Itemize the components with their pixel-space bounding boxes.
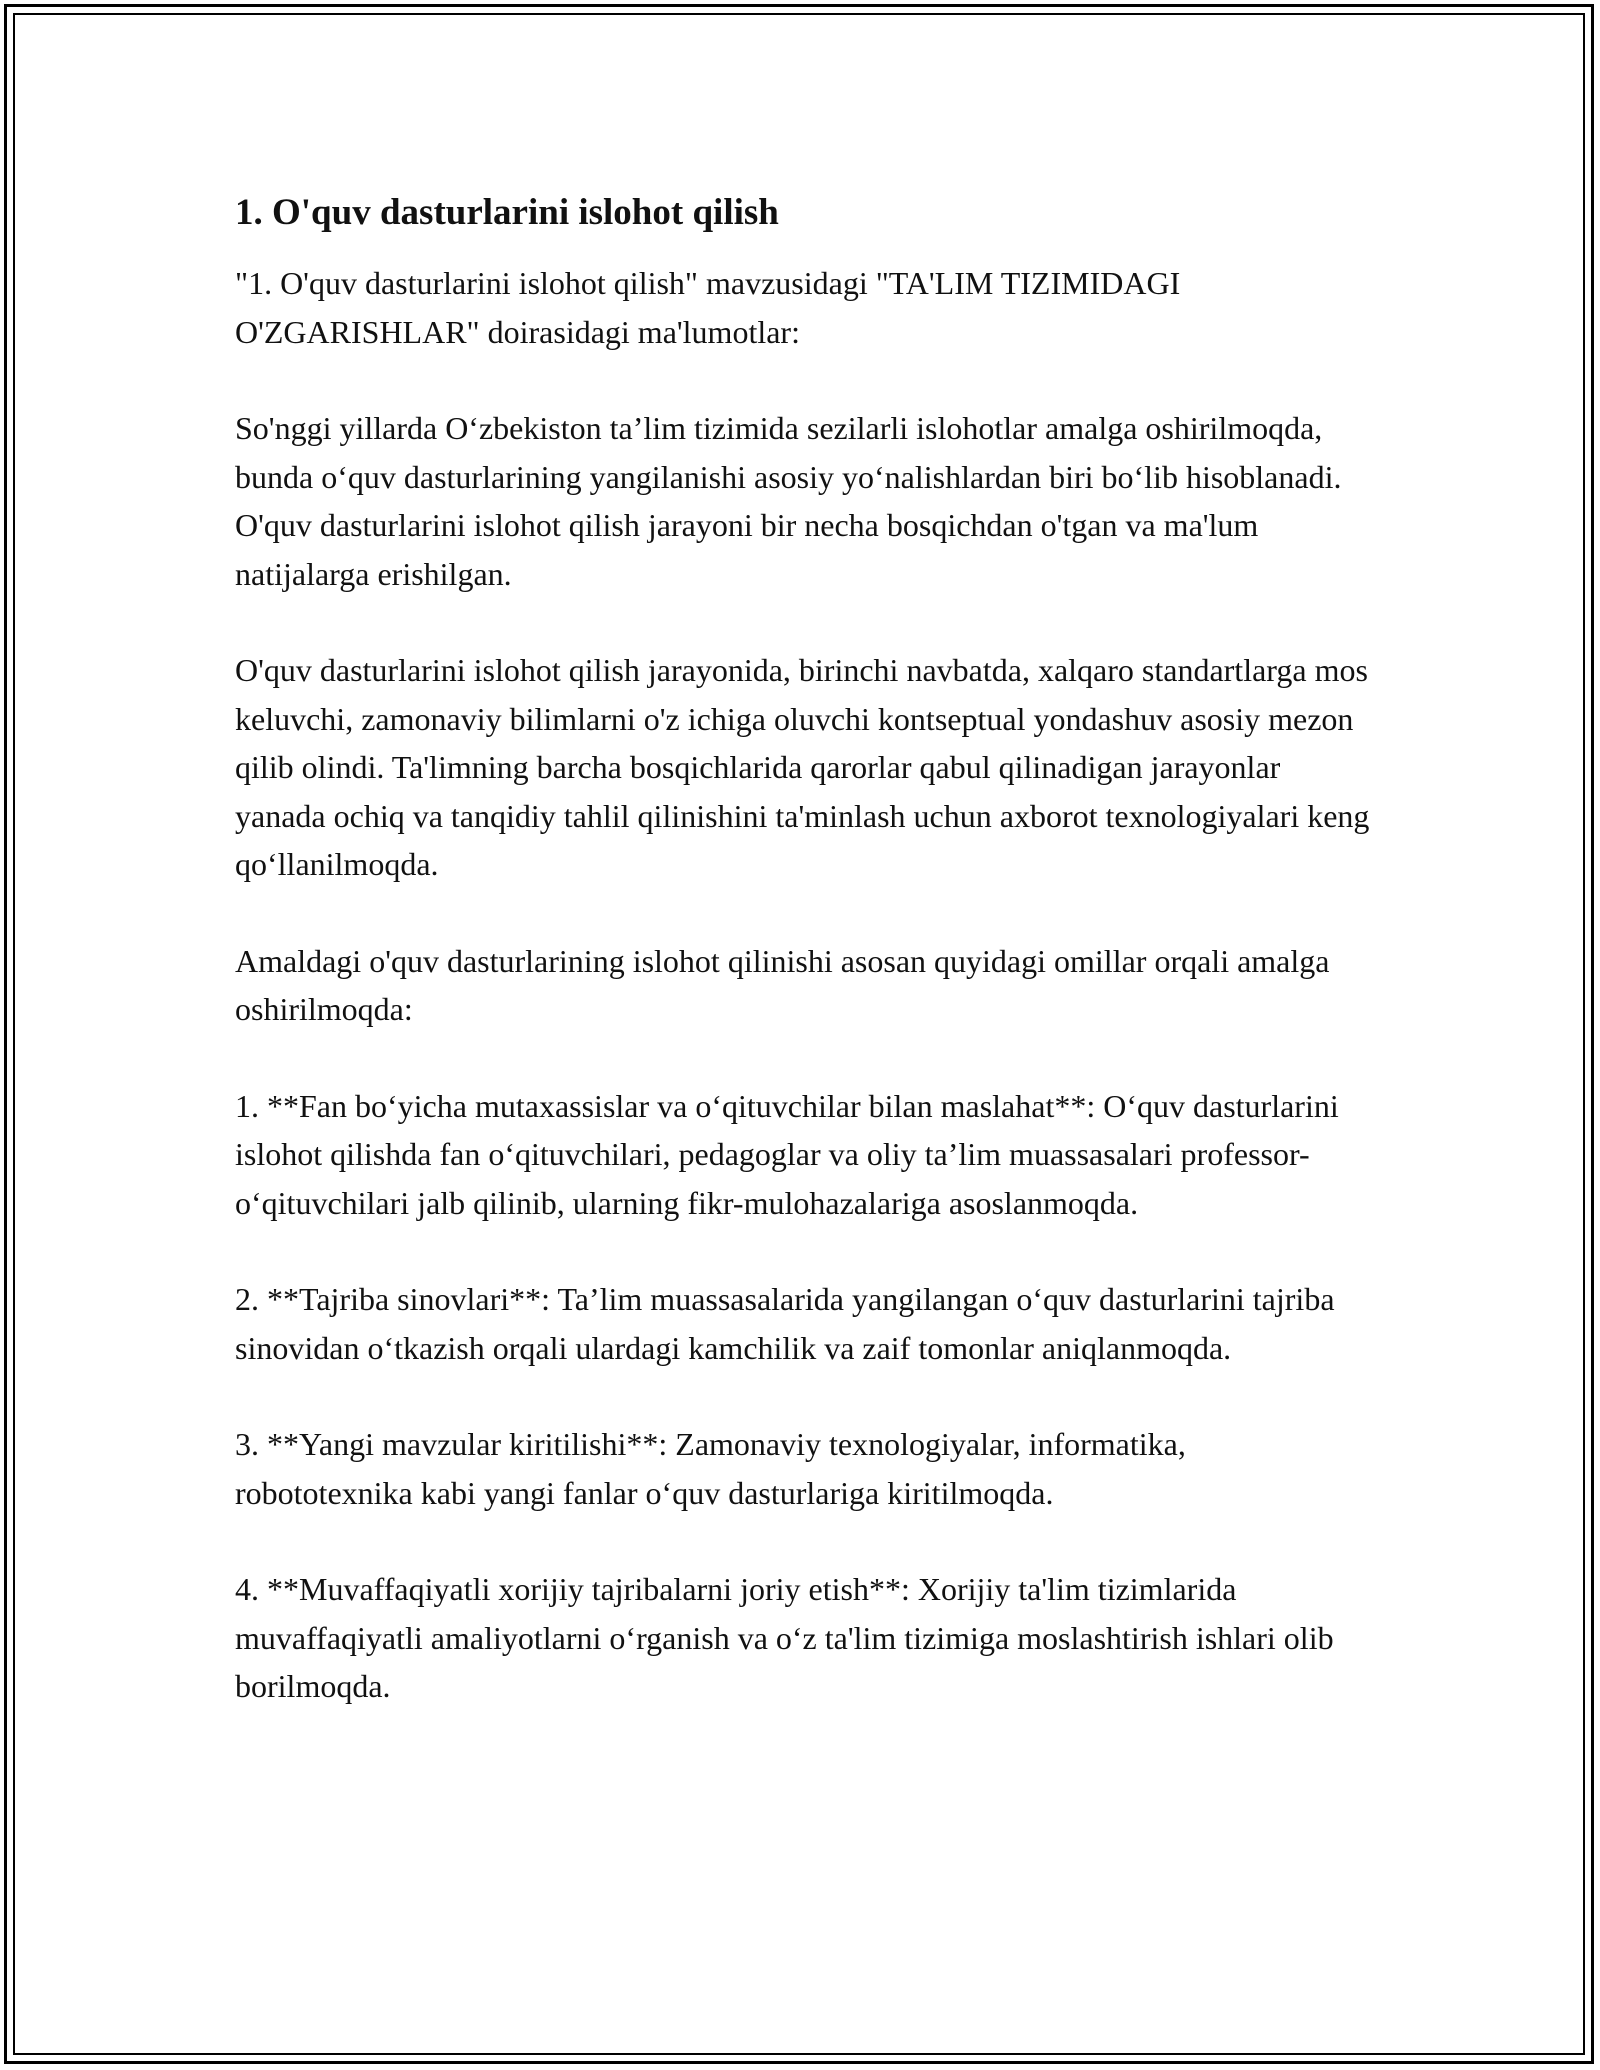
paragraph-factors-intro: Amaldagi o'quv dasturlarining islohot qilinishi asosan quyidagi omillar orqali amalga oshirilmoqda:: [235, 942, 1330, 1027]
list-item-new-topics: 3. **Yangi mavzular kiritilishi**: Zamonaviy texnologiyalar, informatika, robototexnika kabi yangi fanlar o‘quv dasturlariga kiritilmoqda.: [235, 1426, 1186, 1511]
list-item-consultation: 1. **Fan bo‘yicha mutaxassislar va o‘qituvchilar bilan maslahat**: O‘quv dasturlarini islohot qilishda fan o‘qituvchilari, pedagoglar va oliy ta’lim muassasalari professor-o‘qituvchilari jalb qilinib, ularning fikr-mulohazalariga asoslanmoqda.: [235, 1087, 1339, 1221]
intro-paragraph: "1. O'quv dasturlarini islohot qilish" mavzusidagi "TA'LIM TIZIMIDAGI O'ZGARISHLAR" doirasidagi ma'lumotlar:: [235, 265, 1181, 350]
paragraph-overview: So'nggi yillarda O‘zbekiston ta’lim tizimida sezilarli islohotlar amalga oshirilmoqda, bunda o‘quv dasturlarining yangilanishi asosiy yo‘nalishlardan biri bo‘lib hisoblanadi. O'quv dasturlarini islohot qilish jarayoni bir necha bosqichdan o'tgan va ma'lum natijalarga erishilgan.: [235, 410, 1342, 592]
document-body: [235, 185, 1370, 1759]
list-item-trials: 2. **Tajriba sinovlari**: Ta’lim muassasalarida yangilangan o‘quv dasturlarini tajriba sinovidan o‘tkazish orqali ulardagi kamchilik va zaif tomonlar aniqlanmoqda.: [235, 1281, 1335, 1366]
list-item-foreign-experience: 4. **Muvaffaqiyatli xorijiy tajribalarni joriy etish**: Xorijiy ta'lim tizimlarida muvaffaqiyatli amaliyotlarni o‘rganish va o‘z ta'lim tizimiga moslashtirish ishlari olib borilmoqda.: [235, 1571, 1334, 1704]
paragraph-approach: O'quv dasturlarini islohot qilish jarayonida, birinchi navbatda, xalqaro standartlarga mos keluvchi, zamonaviy bilimlarni o'z ichiga oluvchi kontseptual yondashuv asosiy mezon qilib olindi. Ta'limning barcha bosqichlarida qarorlar qabul qilinadigan jarayonlar yanada ochiq va tanqidiy tahlil qilinishini ta'minlash uchun axborot texnologiyalari keng qo‘llanilmoqda.: [235, 652, 1370, 882]
document-title: 1. O'quv dasturlarini islohot qilish: [235, 192, 779, 233]
